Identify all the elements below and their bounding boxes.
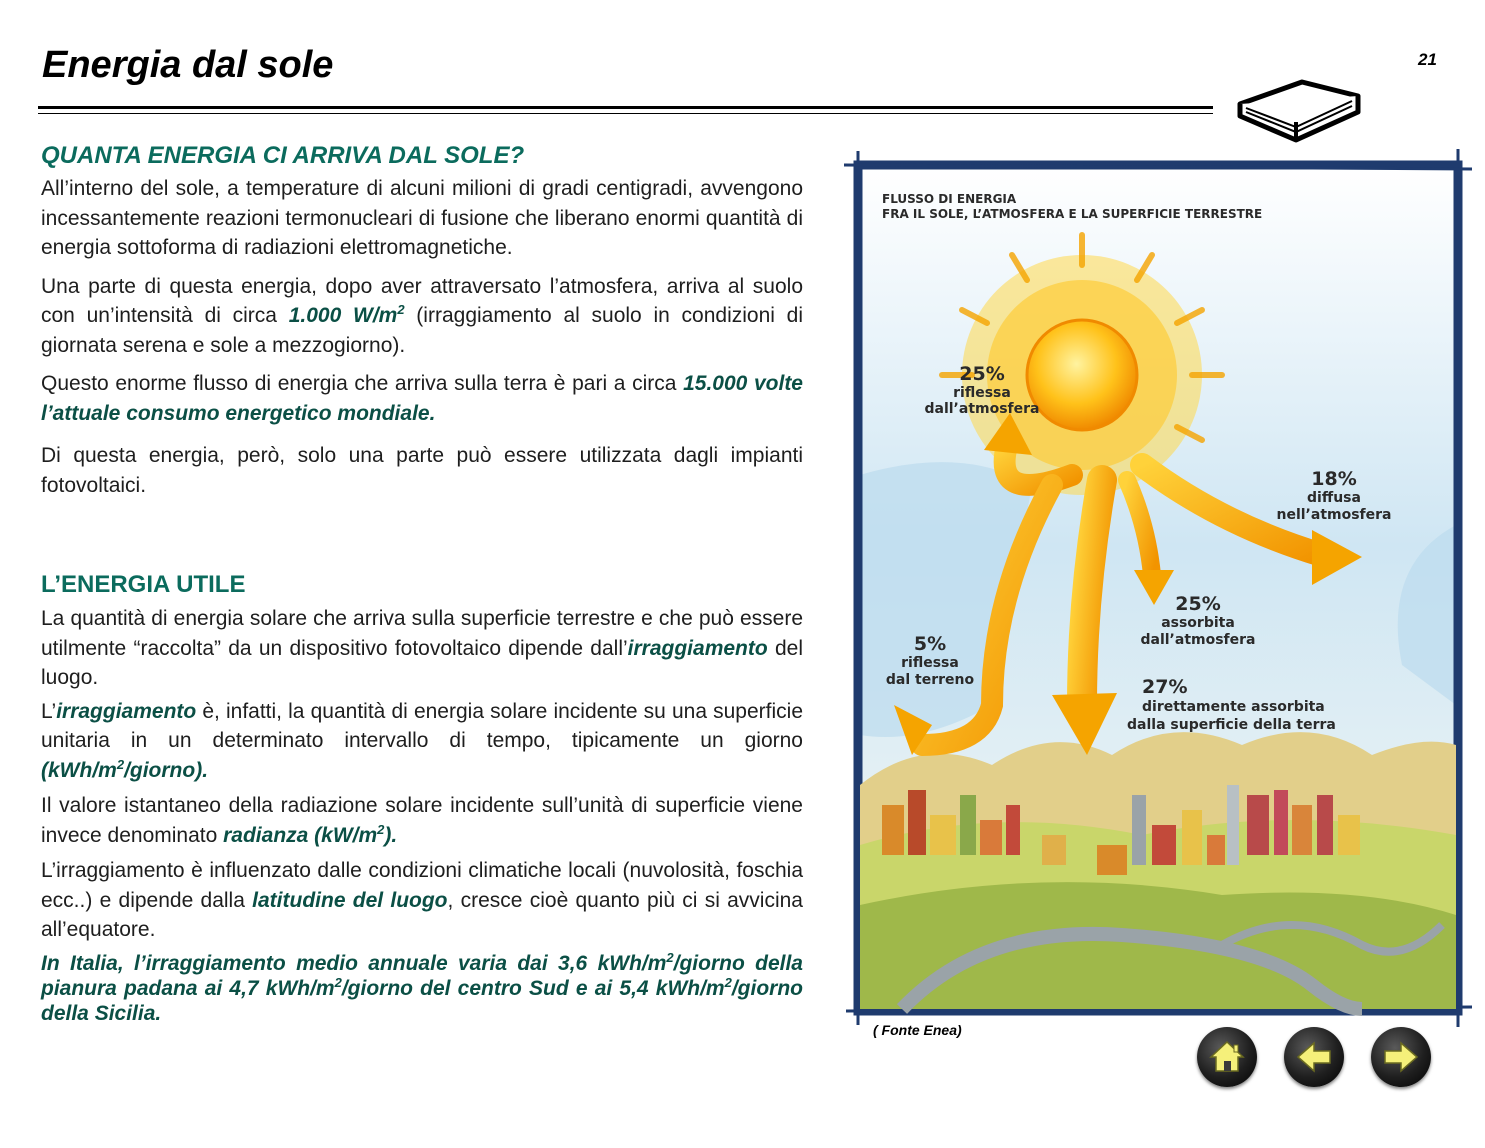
paragraph: Una parte di questa energia, dopo aver attraversato l’atmosfera, arriva al suolo con un’intensità di circa 1.000 $W/m^2$ (irraggiamento al suolo in condizioni di giornata serena e sole a mezzogiorno). — [41, 274, 804, 357]
home-button[interactable] — [1197, 1027, 1257, 1087]
arrow-right-icon — [1381, 1037, 1421, 1077]
label-27-line2: dalla superficie della terra — [1127, 717, 1336, 733]
label-25-reflected-line2: dall’atmosfera — [924, 401, 1040, 417]
section-energia-utile — [41, 571, 803, 1026]
paragraph: Questo enorme flusso di energia che arriva sulla terra è pari a circa 15.000 volte l’attuale consumo energetico mondiale. — [41, 372, 803, 425]
label-27-line1: direttamente assorbita — [1142, 699, 1325, 715]
title-rule — [38, 106, 1213, 109]
sun — [1027, 320, 1137, 430]
figure-caption: ( Fonte Enea) — [873, 1022, 962, 1038]
book-icon — [1232, 70, 1364, 150]
summary-paragraph: In Italia, l’irraggiamento medio annuale varia dai 3,6 kWh/$m^2$/giorno della pianura padana ai 4,7 kWh/$m^2$/giorno del centro Sud e ai 5,4 kWh/$m^2$/giorno della Sicilia. — [41, 949, 803, 1025]
label-18-line1: diffusa — [1307, 490, 1361, 506]
next-page-button[interactable] — [1371, 1027, 1431, 1087]
title-rule-thin — [38, 113, 1213, 114]
section-quanta-energia — [41, 142, 803, 500]
label-25-reflected-line1: riflessa — [953, 385, 1011, 401]
paragraph: L’irraggiamento è influenzato dalle condizioni climatiche locali (nuvolosità, foschia ecc..) e dipende dalla latitudine del luogo, cresce cioè quanto più ci si avvicina all’equatore. — [41, 859, 803, 941]
label-25-absorbed-line2: dall’atmosfera — [1140, 632, 1256, 648]
figure-title-line2: FRA IL SOLE, L’ATMOSFERA E LA SUPERFICIE TERRESTRE — [882, 207, 1263, 221]
label-25-absorbed-pct: 25% — [1175, 593, 1221, 615]
page-number: 21 — [1418, 50, 1437, 69]
previous-page-button[interactable] — [1284, 1027, 1344, 1087]
label-18-line2: nell’atmosfera — [1276, 507, 1392, 523]
section-heading: QUANTA ENERGIA CI ARRIVA DAL SOLE? — [41, 142, 525, 169]
label-5-pct: 5% — [913, 633, 947, 655]
paragraph: Di questa energia, però, solo una parte può essere utilizzata dagli impianti fotovoltaici. — [41, 444, 803, 497]
figure-title-line1: FLUSSO DI ENERGIA — [882, 192, 1017, 206]
label-18-pct: 18% — [1311, 468, 1357, 490]
label-25-reflected-pct: 25% — [959, 363, 1005, 385]
energy-flow-illustration — [842, 145, 1474, 1030]
label-25-absorbed-line1: assorbita — [1161, 615, 1235, 631]
label-5-line2: dal terreno — [885, 672, 975, 688]
label-5-line1: riflessa — [901, 655, 959, 671]
label-27-pct: 27% — [1142, 676, 1188, 698]
arrow-left-icon — [1294, 1037, 1334, 1077]
paragraph: Il valore istantaneo della radiazione solare incidente sull’unità di superficie viene invece denominato radianza $(kW/m^2)$. — [41, 794, 803, 847]
section-heading: L’ENERGIA UTILE — [41, 571, 246, 598]
home-icon — [1207, 1037, 1247, 1077]
page-title: Energia dal sole — [42, 44, 334, 86]
paragraph: L’irraggiamento è, infatti, la quantità di energia solare incidente su una superficie unitaria in un determinato intervallo di tempo, tipicamente un giorno $(kWh/m^2/giorno)$. — [41, 699, 803, 782]
paragraph: La quantità di energia solare che arriva sulla superficie terrestre e che può essere utilmente “raccolta” da un dispositivo fotovoltaico dipende dall’irraggiamento del luogo. — [41, 607, 803, 689]
paragraph: All’interno del sole, a temperature di alcuni milioni di gradi centigradi, avvengono incessantemente reazioni termonucleari di fusione che liberano enormi quantità di energia sottoforma di radiazioni elettromagnetiche. — [41, 177, 803, 259]
